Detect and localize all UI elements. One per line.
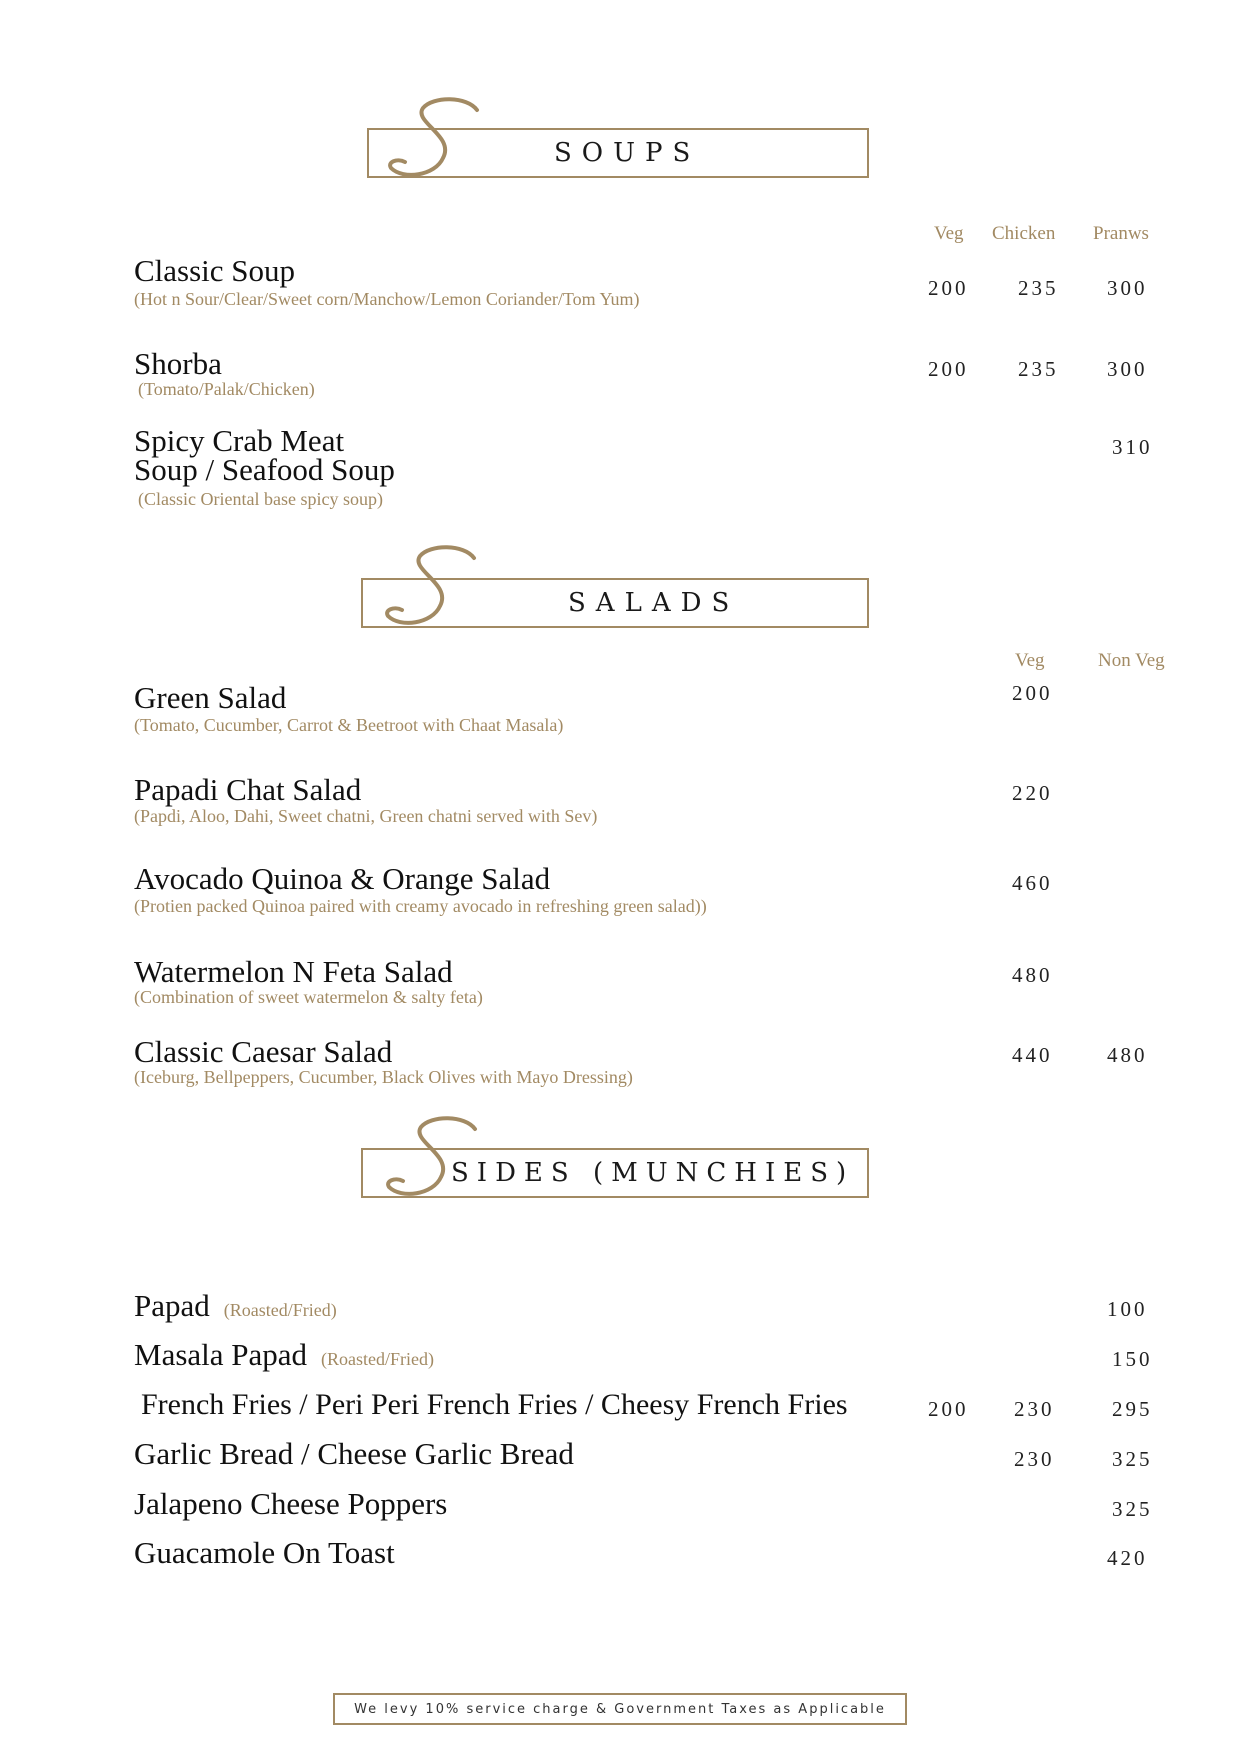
menu-item-name: Masala Papad xyxy=(134,1337,308,1372)
s-swash-icon xyxy=(383,1115,483,1201)
menu-item-desc: (Tomato/Palak/Chicken) xyxy=(138,379,315,399)
price-col3: 420 xyxy=(1107,1546,1148,1570)
menu-item-row xyxy=(134,1338,434,1372)
menu-item-desc: (Hot n Sour/Clear/Sweet corn/Manchow/Lemon Coriander/Tom Yum) xyxy=(134,289,640,309)
menu-item-name: Green Salad xyxy=(134,680,287,715)
sides-title: SIDES (MUNCHIES) xyxy=(451,1158,855,1188)
footer-notice: We levy 10% service charge & Government Taxes as Applicable xyxy=(354,1701,886,1717)
price-veg: 200 xyxy=(928,276,969,300)
price-col1: 200 xyxy=(928,1397,969,1421)
menu-item-name: Avocado Quinoa & Orange Salad xyxy=(134,861,551,896)
menu-item-name: Classic Caesar Salad xyxy=(134,1034,393,1069)
s-swash-icon xyxy=(385,96,485,182)
col-head-chicken: Chicken xyxy=(992,223,1056,244)
price-chicken: 235 xyxy=(1018,357,1059,381)
s-swash-icon xyxy=(382,544,482,630)
price-veg: 440 xyxy=(1012,1043,1053,1067)
footer-notice-box xyxy=(333,1693,907,1725)
price-nonveg: 480 xyxy=(1107,1043,1148,1067)
price-veg: 480 xyxy=(1012,963,1053,987)
menu-item-desc: (Tomato, Cucumber, Carrot & Beetroot with Chaat Masala) xyxy=(134,715,564,735)
col-head-veg: Veg xyxy=(1015,650,1045,671)
price-prawns: 300 xyxy=(1107,357,1148,381)
menu-item-desc: (Classic Oriental base spicy soup) xyxy=(138,489,383,509)
col-head-prawns: Pranws xyxy=(1093,223,1149,244)
col-head-veg: Veg xyxy=(934,223,964,244)
menu-item-name-line1: Spicy Crab Meat xyxy=(134,423,345,458)
menu-item-name: Garlic Bread / Cheese Garlic Bread xyxy=(134,1436,574,1471)
menu-item-name: Watermelon N Feta Salad xyxy=(134,954,453,989)
menu-item-note: (Roasted/Fried) xyxy=(223,1300,337,1320)
menu-item-name: Papadi Chat Salad xyxy=(134,772,362,807)
menu-item-name: Guacamole On Toast xyxy=(134,1535,395,1570)
price-col3: 295 xyxy=(1112,1397,1153,1421)
menu-item-desc: (Protien packed Quinoa paired with creamy avocado in refreshing green salad)) xyxy=(134,896,707,916)
menu-item-note: (Roasted/Fried) xyxy=(321,1349,435,1369)
menu-item-row xyxy=(134,1289,337,1323)
price-col3: 150 xyxy=(1112,1347,1153,1371)
price-col2: 230 xyxy=(1014,1447,1055,1471)
col-head-nonveg: Non Veg xyxy=(1098,650,1165,671)
price-prawns: 310 xyxy=(1112,435,1153,459)
menu-item-name-line2: Soup / Seafood Soup xyxy=(134,452,395,487)
price-veg: 460 xyxy=(1012,871,1053,895)
price-veg: 220 xyxy=(1012,781,1053,805)
soups-title: SOUPS xyxy=(554,138,701,168)
price-veg: 200 xyxy=(1012,681,1053,705)
price-veg: 200 xyxy=(928,357,969,381)
menu-item-name: Classic Soup xyxy=(134,253,296,288)
price-col3: 100 xyxy=(1107,1297,1148,1321)
salads-title: SALADS xyxy=(568,588,740,618)
menu-item-desc: (Papdi, Aloo, Dahi, Sweet chatni, Green chatni served with Sev) xyxy=(134,806,598,826)
menu-item-name: Papad xyxy=(134,1288,210,1323)
menu-item-name: French Fries / Peri Peri French Fries / Cheesy French Fries xyxy=(141,1388,848,1421)
price-col3: 325 xyxy=(1112,1497,1153,1521)
menu-item-name: Shorba xyxy=(134,346,222,381)
menu-item-name: Jalapeno Cheese Poppers xyxy=(134,1486,448,1521)
price-col2: 230 xyxy=(1014,1397,1055,1421)
price-col3: 325 xyxy=(1112,1447,1153,1471)
price-chicken: 235 xyxy=(1018,276,1059,300)
price-prawns: 300 xyxy=(1107,276,1148,300)
menu-item-desc: (Iceburg, Bellpeppers, Cucumber, Black Olives with Mayo Dressing) xyxy=(134,1067,633,1087)
menu-item-desc: (Combination of sweet watermelon & salty feta) xyxy=(134,987,483,1007)
